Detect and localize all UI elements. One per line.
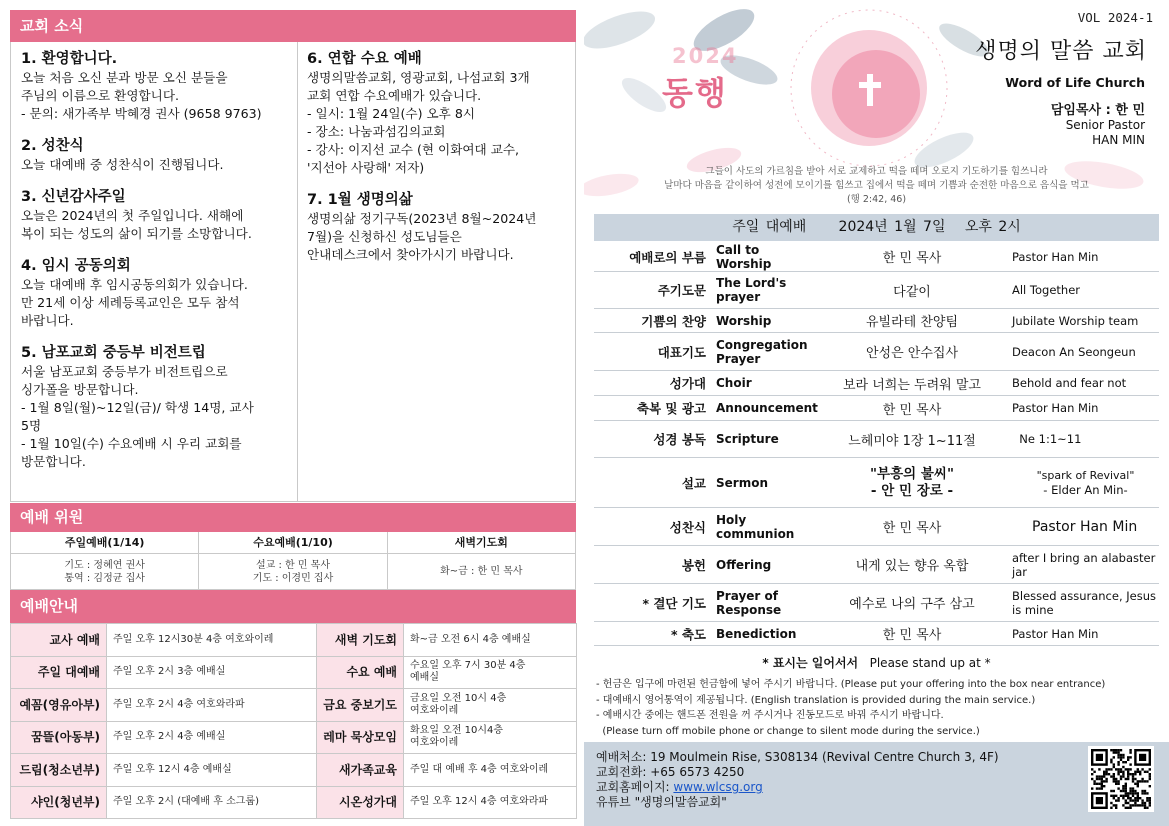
footer-website-label: 교회홈페이지: bbox=[596, 780, 674, 794]
guide-label: 주일 대예배 bbox=[11, 656, 107, 689]
servers-section-title: 예배 위원 bbox=[10, 503, 576, 532]
servers-table bbox=[10, 532, 576, 590]
news-item bbox=[307, 191, 569, 264]
news-section-title: 교회 소식 bbox=[10, 10, 576, 42]
sermon-preacher-en: - Elder An Min- bbox=[1043, 482, 1128, 497]
order-item-ko: 설교 bbox=[681, 475, 706, 491]
news-column-divider bbox=[297, 42, 298, 502]
order-leader-en: Behold and fear not bbox=[1012, 376, 1127, 390]
guide-row bbox=[11, 656, 577, 689]
order-row bbox=[594, 546, 1159, 584]
server-column-body: 설교 : 한 민 목사 기도 : 이경민 집사 bbox=[252, 559, 334, 584]
stand-note-ko: * 표시는 일어서서 bbox=[762, 656, 859, 670]
news-item-title: 1. 환영합니다. bbox=[21, 51, 118, 67]
news-item bbox=[307, 50, 569, 177]
order-item-en: Call to Worship bbox=[716, 242, 772, 271]
news-column-right bbox=[307, 50, 569, 278]
senior-pastor-name: HAN MIN bbox=[1092, 133, 1145, 147]
server-column-head: 주일예배(1/14) bbox=[11, 532, 198, 554]
senior-pastor-title: Senior Pastor bbox=[1065, 118, 1145, 132]
worship-guide-table bbox=[10, 623, 577, 819]
guide-section-title: 예배안내 bbox=[10, 590, 576, 623]
server-column bbox=[388, 532, 575, 589]
sermon-title: "부흥의 불씨" bbox=[870, 465, 954, 482]
order-row bbox=[594, 458, 1159, 508]
guide-label: 예꼼(영유아부) bbox=[11, 689, 107, 722]
news-item bbox=[21, 344, 291, 471]
website-link[interactable]: www.wlcsg.org bbox=[673, 780, 763, 794]
order-leader: 한 민 목사 bbox=[882, 628, 942, 643]
theme-title: 동행 bbox=[662, 74, 728, 112]
order-leader: 다같이 bbox=[893, 284, 931, 300]
order-item-en: Sermon bbox=[716, 475, 768, 490]
order-item-en: The Lord's prayer bbox=[716, 276, 787, 304]
news-item-body: 오늘은 2024년의 첫 주일입니다. 새해에 복이 되는 성도의 삶이 되기를 소망합니다. bbox=[21, 208, 252, 241]
news-item bbox=[21, 50, 291, 123]
guide-row bbox=[11, 624, 577, 657]
order-item-en: Benediction bbox=[716, 626, 797, 641]
server-column bbox=[11, 532, 199, 589]
order-item-ko: 성가대 bbox=[669, 376, 706, 391]
notice-line: (Please turn off mobile phone or change to silent mode during the service.) bbox=[596, 725, 980, 737]
order-leader-en: Ne 1:1~11 bbox=[1012, 432, 1082, 446]
news-item-title: 6. 연합 수요 예배 bbox=[307, 51, 422, 67]
guide-value: 주일 대 예배 후 4층 여호와이레 bbox=[404, 754, 577, 787]
order-item-en: Prayer of Response bbox=[716, 588, 782, 617]
order-item-ko: 봉헌 bbox=[681, 557, 706, 573]
order-item-ko: 축복 및 광고 bbox=[636, 401, 706, 416]
news-panel bbox=[10, 42, 576, 502]
guide-label: 금요 중보기도 bbox=[317, 689, 404, 722]
order-row bbox=[594, 272, 1159, 309]
news-item-body: 오늘 처음 오신 분과 방문 오신 분들을 주님의 이름으로 환영합니다. - 문의: 새가족부 박혜경 권사 (9658 9763) bbox=[21, 70, 262, 121]
left-page bbox=[10, 10, 576, 818]
order-row bbox=[594, 508, 1159, 546]
server-column-body: 기도 : 정혜연 권사 통역 : 김정균 집사 bbox=[64, 559, 145, 584]
news-item-body: 오늘 대예배 중 성찬식이 진행됩니다. bbox=[21, 157, 224, 172]
volume-label: VOL 2024-1 bbox=[1077, 10, 1153, 25]
church-name-en: Word of Life Church bbox=[1005, 75, 1145, 90]
guide-row bbox=[11, 754, 577, 787]
footer bbox=[584, 742, 1169, 826]
qr-code-icon[interactable] bbox=[1088, 746, 1154, 812]
sermon-title-en: "spark of Revival" bbox=[1036, 468, 1135, 482]
news-item-body: 오늘 대예배 후 임시공동의회가 있습니다. 만 21세 이상 세례등록교인은 모두 참석 바랍니다. bbox=[21, 277, 248, 328]
order-leader: 예수로 나의 구주 삼고 bbox=[849, 597, 975, 612]
church-logo-ko: 생명의 말씀 교회 bbox=[975, 39, 1147, 64]
notices-list bbox=[596, 677, 1159, 739]
senior-pastor-ko: 담임목사 : 한 민 bbox=[1050, 103, 1145, 118]
stand-note bbox=[594, 654, 1159, 671]
order-row bbox=[594, 333, 1159, 371]
footer-youtube: 유튜브 "생명의말씀교회" bbox=[596, 795, 727, 809]
notice-line: - 대예배시 영어통역이 제공됩니다. (English translation is provided during the main service.) bbox=[596, 694, 1036, 706]
order-item-ko: 예배로의 부름 bbox=[629, 249, 706, 265]
news-item bbox=[21, 257, 291, 330]
order-item-en: Congregation Prayer bbox=[716, 337, 808, 366]
news-item bbox=[21, 137, 291, 174]
order-leader: 안성은 안수집사 bbox=[865, 346, 959, 361]
order-row bbox=[594, 371, 1159, 396]
guide-label: 꿈뜰(아동부) bbox=[11, 721, 107, 754]
guide-label: 새가족교육 bbox=[317, 754, 404, 787]
guide-row bbox=[11, 786, 577, 819]
guide-value: 화요일 오전 10시4층 여호와이레 bbox=[404, 721, 577, 754]
guide-label: 샤인(청년부) bbox=[11, 786, 107, 819]
guide-value: 주일 오후 12시30분 4층 여호와이레 bbox=[107, 624, 317, 657]
order-leader bbox=[812, 466, 1012, 500]
guide-label: 수요 예배 bbox=[317, 656, 404, 689]
news-item-title: 2. 성찬식 bbox=[21, 138, 84, 154]
news-item-title: 4. 임시 공동의회 bbox=[21, 258, 131, 274]
order-item-ko: * 결단 기도 bbox=[642, 595, 706, 611]
order-leader-en: Jubilate Worship team bbox=[1012, 313, 1139, 328]
news-column-left bbox=[21, 50, 291, 485]
order-leader-en: Blessed assurance, Jesus is mine bbox=[1012, 588, 1157, 617]
order-of-worship bbox=[594, 242, 1159, 646]
order-leader: 느헤미야 1장 1~11절 bbox=[848, 433, 976, 449]
order-row bbox=[594, 421, 1159, 458]
order-leader-en bbox=[1012, 469, 1159, 497]
server-column bbox=[199, 532, 387, 589]
sermon-preacher: - 안 민 장로 - bbox=[870, 482, 954, 499]
guide-row bbox=[11, 721, 577, 754]
stand-note-en: Please stand up at * bbox=[869, 656, 991, 670]
notice-line: - 헌금은 입구에 마련된 헌금함에 넣어 주시기 바랍니다. (Please put your offering into the box near entrance) bbox=[596, 679, 1106, 690]
guide-row bbox=[11, 689, 577, 722]
server-column-head: 새벽기도회 bbox=[388, 532, 575, 554]
order-item-en: Holy communion bbox=[716, 512, 795, 541]
order-leader: 유빌라테 찬양팀 bbox=[865, 315, 959, 330]
order-item-en: Announcement bbox=[716, 401, 818, 415]
guide-value: 금요일 오전 10시 4층 여호와이레 bbox=[404, 689, 577, 722]
order-row bbox=[594, 396, 1159, 421]
order-leader-en: Pastor Han Min bbox=[1032, 518, 1138, 535]
order-leader: 보라 너희는 두려워 말고 bbox=[843, 377, 981, 393]
server-column-head: 수요예배(1/10) bbox=[199, 532, 386, 554]
news-item-body: 서울 남포교회 중등부가 비전트립으로 싱가폴을 방문합니다. - 1월 8일(월)~12일(금)/ 학생 14명, 교사 5명 - 1월 10일(수) 수요예배 시 우리 교회를 방문합니다. bbox=[21, 364, 254, 469]
guide-value: 주일 오후 2시 3층 예배실 bbox=[107, 656, 317, 689]
order-row bbox=[594, 622, 1159, 646]
footer-phone: 교회전화: +65 6573 4250 bbox=[596, 765, 745, 779]
guide-value: 수요일 오후 7시 30분 4층 예배실 bbox=[404, 656, 577, 689]
guide-value: 화~금 오전 6시 4층 예배실 bbox=[404, 624, 577, 657]
guide-value: 주일 오후 12시 4층 예배실 bbox=[107, 754, 317, 787]
footer-address: 예배처소: 19 Moulmein Rise, S308134 (Revival Centre Church 3, 4F) bbox=[596, 750, 999, 764]
order-row bbox=[594, 309, 1159, 333]
guide-value: 주일 오후 12시 4층 여호와라파 bbox=[404, 786, 577, 819]
order-leader: 한 민 목사 bbox=[882, 521, 942, 536]
order-item-ko: 성찬식 bbox=[669, 519, 706, 535]
order-leader-en: after I bring an alabaster jar bbox=[1012, 550, 1156, 579]
footer-website-row bbox=[596, 780, 999, 795]
order-leader-en: Pastor Han Min bbox=[1012, 401, 1099, 415]
order-leader-en: Pastor Han Min bbox=[1012, 626, 1099, 641]
order-leader: 한 민 목사 bbox=[882, 251, 942, 266]
order-item-en: Offering bbox=[716, 557, 772, 572]
guide-label: 새벽 기도회 bbox=[317, 624, 404, 657]
news-item-title: 3. 신년감사주일 bbox=[21, 189, 126, 205]
notice-line: - 예배시간 중에는 핸드폰 전원을 꺼 주시거나 진동모드로 바꿔 주시기 바랍니다. bbox=[596, 710, 944, 721]
order-leader-en: All Together bbox=[1012, 283, 1080, 297]
order-item-en: Scripture bbox=[716, 432, 779, 446]
guide-label: 드림(청소년부) bbox=[11, 754, 107, 787]
guide-value: 주일 오후 2시 4층 예배실 bbox=[107, 721, 317, 754]
guide-label: 레마 묵상모임 bbox=[317, 721, 404, 754]
right-page bbox=[584, 0, 1169, 826]
guide-value: 주일 오후 2시 4층 여호와라파 bbox=[107, 689, 317, 722]
worship-title-bar: 주일 대예배 2024년 1월 7일 오후 2시 bbox=[594, 214, 1159, 241]
guide-label: 교사 예배 bbox=[11, 624, 107, 657]
server-column-body: 화~금 : 한 민 목사 bbox=[440, 566, 523, 577]
scripture-verse: 그들이 사도의 가르침을 받아 서로 교제하고 떡을 떼며 오로지 기도하기를 힘쓰니라 날마다 마음을 같이하여 성전에 모이기를 힘쓰고 집에서 떡을 떼며 기쁨과 순전한 마음으로 음식을 먹고 (행 2:42, 46) bbox=[664, 166, 1089, 205]
order-item-en: Choir bbox=[716, 376, 752, 390]
order-item-ko: 대표기도 bbox=[657, 344, 706, 360]
order-item-ko: 성경 봉독 bbox=[653, 432, 706, 447]
news-item bbox=[21, 188, 291, 243]
order-item-ko: 기쁨의 찬양 bbox=[641, 313, 706, 329]
order-leader-en: Deacon An Seongeun bbox=[1012, 344, 1136, 359]
news-item-body: 생명의말씀교회, 영광교회, 나섬교회 3개 교회 연합 수요예배가 있습니다. - 일시: 1월 24일(수) 오후 8시 - 장소: 나눔과섬김의교회 - 강사: 이지선 교수 (현 이화여대 교수, '지선아 사랑해' 저자) bbox=[307, 70, 530, 175]
order-leader: 한 민 목사 bbox=[882, 402, 942, 418]
qr-code-graphic bbox=[1091, 749, 1151, 809]
guide-value: 주일 오후 2시 (대예배 후 소그룹) bbox=[107, 786, 317, 819]
order-leader-en: Pastor Han Min bbox=[1012, 249, 1099, 264]
order-item-ko: * 축도 bbox=[670, 626, 706, 642]
order-leader: 내게 있는 향유 옥합 bbox=[855, 559, 969, 574]
order-item-ko: 주기도문 bbox=[657, 283, 706, 298]
order-row bbox=[594, 242, 1159, 272]
order-row bbox=[594, 584, 1159, 622]
year-watermark: 2024 bbox=[672, 44, 739, 68]
news-item-body: 생명의삶 정기구독(2023년 8월~2024년 7월)을 신청하신 성도님들은 안내데스크에서 찾아가시기 바랍니다. bbox=[307, 211, 537, 262]
order-item-en: Worship bbox=[716, 313, 772, 328]
guide-label: 시온성가대 bbox=[317, 786, 404, 819]
news-item-title: 7. 1월 생명의삶 bbox=[307, 192, 413, 208]
news-item-title: 5. 남포교회 중등부 비전트립 bbox=[21, 345, 206, 361]
